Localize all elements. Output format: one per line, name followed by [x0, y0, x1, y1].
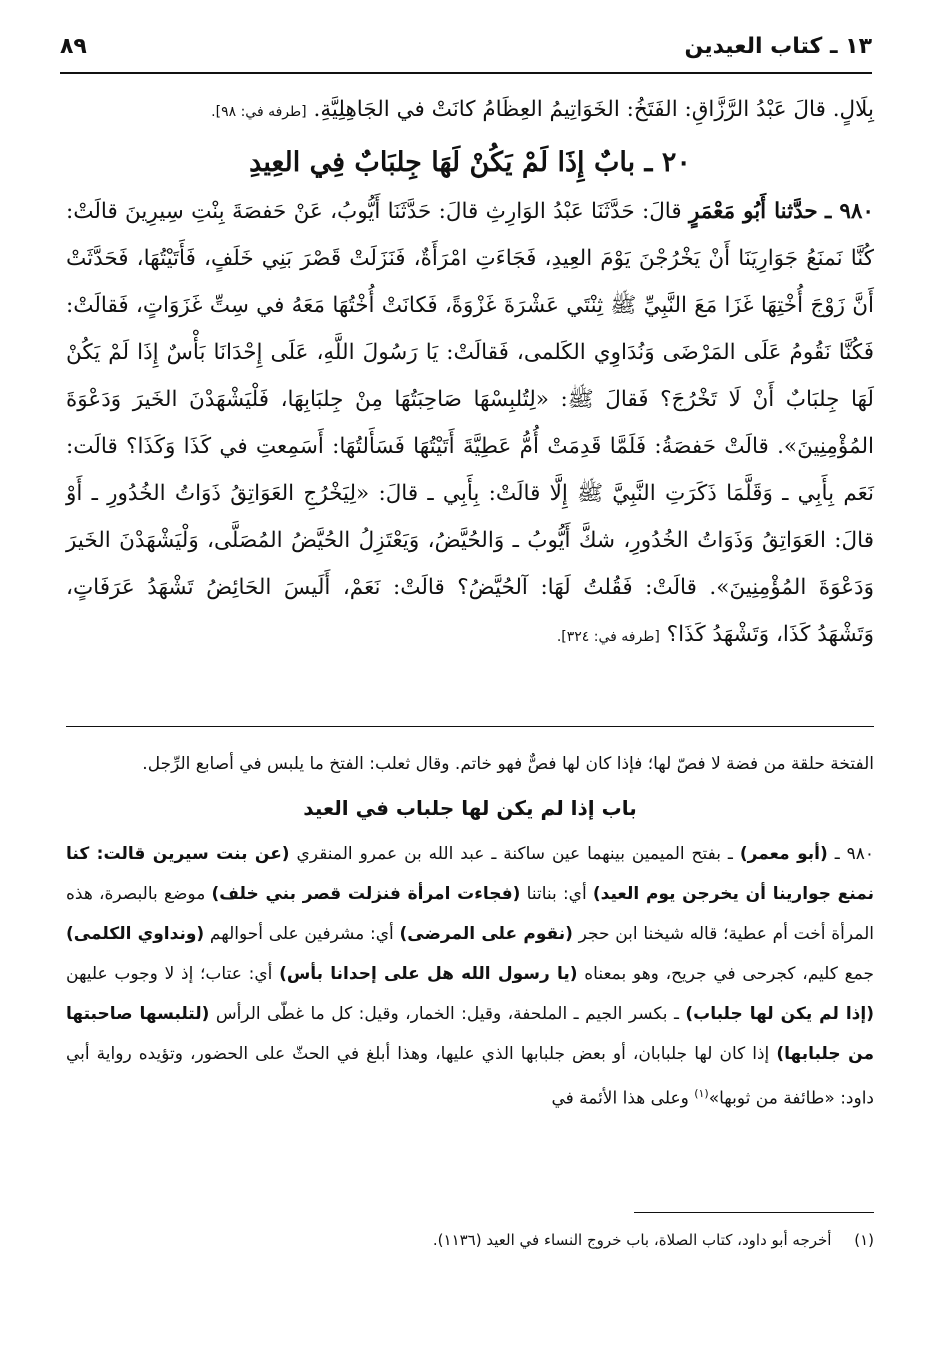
- commentary-run: ـ بكسر الجيم ـ الملحفة، وقيل: الخمار، وقيل: كل ما غطّى الرأس: [209, 1004, 686, 1024]
- footnote-number: (١): [854, 1231, 874, 1249]
- footnote-marker: (١): [694, 1087, 709, 1100]
- footnote-text: أخرجه أبو داود، كتاب الصلاة، باب خروج النساء في العيد (١١٣٦).: [432, 1231, 832, 1249]
- commentary-section: [66, 744, 874, 1119]
- commentary-run: جمع كليم، كجرحى في جريح، وهو بمعناه: [577, 964, 874, 984]
- commentary-run: إذا كان لها جلبابان، أو بعض جلبابها الذي عليها، وهذا أبلغ في الحثّ على الحضور، وتؤيده رواية أبي داود: «طائفة من ثوبها»: [66, 1044, 874, 1109]
- commentary-body: [66, 834, 874, 1119]
- commentary-run: ـ بفتح الميمين بينهما عين ساكنة ـ عبد الله بن عمرو المنقري: [289, 844, 740, 864]
- page-header: [60, 30, 872, 74]
- footnote: [66, 1224, 874, 1256]
- carryover-reference: [طرفه في: ٩٨].: [211, 104, 307, 120]
- quoted-phrase: (إذا لم يكن لها جلباب): [685, 1004, 874, 1024]
- hadith-isnad-lead: حدَّثنا أَبُو مَعْمَرٍ: [688, 199, 818, 224]
- carryover-text: بِلَالٍ. قالَ عَبْدُ الرَّزَّاقِ: الفَتَخُ: الخَوَاتِيمُ العِظَامُ كانَتْ في الجَاهِلِيَّةِ.: [313, 97, 874, 122]
- footnote-divider: [634, 1212, 874, 1213]
- commentary-run: أي: مشرفين على أحوالهم: [204, 924, 400, 944]
- quoted-phrase: (يا رسول الله هل على إحدانا بأس): [279, 964, 578, 984]
- quoted-phrase: (نقوم على المرضى): [399, 924, 573, 944]
- commentary-run: أي: بناتنا: [520, 884, 593, 904]
- commentary-run: ٩٨٠ ـ: [827, 844, 875, 864]
- commentary-intro: الفتخة حلقة من فضة لا فصّ لها؛ فإذا كان لها فصٌّ فهو خاتم. وقال ثعلب: الفتخ ما يلبس في أصابع الرِّجل.: [142, 754, 874, 774]
- hadith-main-text: [66, 86, 874, 661]
- quoted-phrase: (أبو معمر): [739, 844, 828, 864]
- commentary-heading: باب إذا لم يكن لها جلباب في العيد: [303, 796, 637, 820]
- commentary-run: موضع بالبصرة، هذه المرأة أخت أم عطية؛ قاله شيخنا ابن حجر: [66, 884, 874, 944]
- hadith-text: قالَ: حَدَّثَنَا عَبْدُ الوَارِثِ قالَ: حَدَّثَنَا أَيُّوبُ، عَنْ حَفصَةَ بِنْتِ سِيرِينَ قالَتْ: كُنَّا نَمنَعُ جَوَارِيَنَا أَنْ يَخْرُجْنَ يَوْمَ العِيدِ، فَجَاءَتِ امْرَأَةٌ، فَنَزَلَتْ قَصْرَ بَنِي خَلَفٍ، فَأَتَيْتُهَا، فَحَدَّثَتْ أَنَّ زَوْجَ أُخْتِهَا غَزَا مَعَ النَّبِيِّ ﷺ ثِنْتَي عَشْرَةَ غَزْوَةً، فَكانَتْ أُخْتُهَا مَعَهُ في سِتِّ غَزَوَاتٍ، فَقالَتْ: فَكُنَّا نَقُومُ عَلَى المَرْضَى وَنُدَاوِي الكَلمى، فَقالَتْ: يَا رَسُولَ اللَّهِ، عَلَى إِحْدَانَا بَأْسٌ إِذَا لَمْ يَكُنْ لَهَا جِلبَابٌ أَنْ لَا تَخْرُجَ؟ فَقالَ ﷺ: «لِتُلبِسْهَا صَاحِبَتُهَا مِنْ جِلبَابِهَا، فَلْيَشْهَدْنَ الخَيرَ وَدَعْوَةَ المُؤْمِنِينَ». قالَتْ حَفصَةُ: فَلَمَّا قَدِمَتْ أُمُّ عَطِيَّةَ أَتَيْتُهَا فَسَأَلتُهَا: أَسَمِعتِ في كَذَا وَكَذَا؟ قالَت: نَعَم بِأَبِي ـ وَقَلَّمَا ذَكَرَتِ النَّبِيَّ ﷺ إِلَّا قالَتْ: بِأَبِي ـ قالَ: «لِيَخْرُجِ العَوَاتِقُ ذَوَاتُ الخُدُورِ ـ أَوْ قالَ: العَوَاتِقُ وَذَوَاتُ الخُدُورِ، شكَّ أَيُّوبُ ـ وَالحُيَّضُ، وَيَعْتَزِلُ الحُيَّضُ المُصَلَّى، وَلْيَشْهَدْنَ الخَيرَ وَدَعْوَةَ المُؤْمِنِينَ». قالَتْ: فَقُلتُ لَهَا: آلحُيَّضُ؟ قالَتْ: نَعَمْ، أَلَيسَ الحَائِضُ تَشْهَدُ عَرَفَاتٍ، وَتَشْهَدُ كَذَا، وَتَشْهَدُ كَذَا؟: [66, 199, 874, 647]
- carryover-paragraph: [66, 86, 874, 136]
- section-divider: [66, 726, 874, 727]
- chapter-heading: ٢٠ ـ بابٌ إِذَا لَمْ يَكُنْ لَهَا جِلبَابٌ فِي العِيدِ: [249, 147, 691, 178]
- hadith-number: ٩٨٠ ـ: [825, 199, 874, 224]
- commentary-run: وعلى هذا الأئمة في: [551, 1088, 695, 1109]
- hadith-paragraph: [66, 188, 874, 661]
- page-number: ٨٩: [60, 34, 87, 59]
- running-chapter-title: ١٣ ـ كتاب العيدين: [684, 34, 872, 59]
- quoted-phrase: (ونداوي الكلمى): [66, 924, 205, 944]
- quoted-phrase: (فجاءت امرأة فنزلت قصر بني خلف): [211, 884, 521, 904]
- quoted-phrase: (لتلبسها صاحبتها من جلبابها): [66, 1004, 875, 1064]
- commentary-run: أي: عتاب؛ إذ لا وجوب عليهن: [66, 964, 280, 984]
- quoted-phrase: (عن بنت سيرين قالت: كنا نمنع جوارينا أن يخرجن يوم العيد): [66, 844, 874, 904]
- hadith-reference: [طرفه في: ٣٢٤].: [556, 629, 660, 645]
